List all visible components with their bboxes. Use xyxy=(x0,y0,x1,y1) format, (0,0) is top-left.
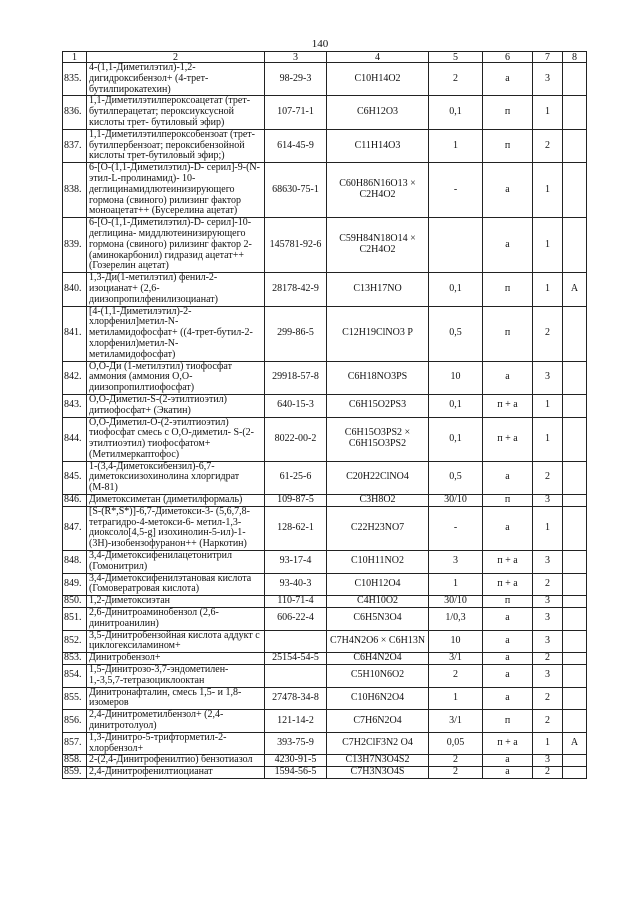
concentration-limit-cell xyxy=(429,218,483,273)
aggregate-state-cell: п + а xyxy=(483,394,533,417)
aggregate-state-cell: а xyxy=(483,687,533,710)
hazard-class-cell: 1 xyxy=(533,417,563,461)
formula-cell: C6H15O2PS3 xyxy=(327,394,429,417)
formula-cell: C6H5N3O4 xyxy=(327,608,429,631)
cas-number-cell: 93-40-3 xyxy=(265,573,327,596)
hazard-class-cell: 1 xyxy=(533,96,563,129)
column-header: 3 xyxy=(265,52,327,63)
row-number-cell: 843. xyxy=(63,394,87,417)
aggregate-state-cell: п xyxy=(483,273,533,306)
note-cell xyxy=(563,551,587,574)
formula-cell: C7H4N2O6 × C6H13N xyxy=(327,630,429,653)
column-header: 6 xyxy=(483,52,533,63)
formula-cell: C59H84N18O14 × C2H4O2 xyxy=(327,218,429,273)
row-number-cell: 841. xyxy=(63,306,87,361)
substance-name-cell: 1,1-Диметилэтилпероксоацетат (трет-бутилперацетат; пероксиуксусной кислоты трет- бутиловый эфир) xyxy=(87,96,265,129)
note-cell xyxy=(563,630,587,653)
cas-number-cell: 145781-92-6 xyxy=(265,218,327,273)
aggregate-state-cell: а xyxy=(483,665,533,688)
table-row xyxy=(63,653,587,665)
note-cell xyxy=(563,306,587,361)
hazard-class-cell: 2 xyxy=(533,767,563,779)
concentration-limit-cell: 0,1 xyxy=(429,96,483,129)
table-row xyxy=(63,767,587,779)
formula-cell: C22H23NO7 xyxy=(327,506,429,550)
concentration-limit-cell: 0,05 xyxy=(429,732,483,755)
table-row xyxy=(63,755,587,767)
table-row xyxy=(63,461,587,494)
note-cell: А xyxy=(563,732,587,755)
substance-name-cell: O,O-Диметил-S-(2-этилтиоэтил) дитиофосфат+ (Экатин) xyxy=(87,394,265,417)
row-number-cell: 856. xyxy=(63,710,87,733)
cas-number-cell: 68630-75-1 xyxy=(265,163,327,218)
hazard-class-cell: 2 xyxy=(533,687,563,710)
row-number-cell: 839. xyxy=(63,218,87,273)
cas-number-cell: 299-86-5 xyxy=(265,306,327,361)
table-row xyxy=(63,306,587,361)
formula-cell: C10H14O2 xyxy=(327,63,429,96)
concentration-limit-cell: 0,5 xyxy=(429,306,483,361)
hazard-class-cell: 3 xyxy=(533,361,563,394)
note-cell xyxy=(563,653,587,665)
cas-number-cell xyxy=(265,665,327,688)
table-row xyxy=(63,129,587,162)
table-row xyxy=(63,417,587,461)
formula-cell: C6H4N2O4 xyxy=(327,653,429,665)
cas-number-cell: 640-15-3 xyxy=(265,394,327,417)
substance-name-cell: [4-(1,1-Диметилэтил)-2-хлорфенил]метил-N-метиламидофосфат+ ((4-трет-бутил-2-хлорфенил)метил-N-метиламидофосфат) xyxy=(87,306,265,361)
table-row xyxy=(63,63,587,96)
table-row xyxy=(63,394,587,417)
column-header: 5 xyxy=(429,52,483,63)
formula-cell: C60H86N16O13 × C2H4O2 xyxy=(327,163,429,218)
formula-cell: C13H17NO xyxy=(327,273,429,306)
table-row xyxy=(63,608,587,631)
substance-name-cell: 3,4-Диметоксифенилацетонитрил (Гомонитрил) xyxy=(87,551,265,574)
substance-name-cell: 2,4-Динитрометилбензол+ (2,4-динитротолуол) xyxy=(87,710,265,733)
note-cell xyxy=(563,361,587,394)
hazard-class-cell: 3 xyxy=(533,755,563,767)
aggregate-state-cell: п + а xyxy=(483,417,533,461)
hazard-class-cell: 3 xyxy=(533,630,563,653)
row-number-cell: 846. xyxy=(63,495,87,507)
substance-name-cell: 2-(2,4-Динитрофенилтио) бензотиазол xyxy=(87,755,265,767)
formula-cell: C13H7N3O4S2 xyxy=(327,755,429,767)
concentration-limit-cell: 10 xyxy=(429,361,483,394)
cas-number-cell: 614-45-9 xyxy=(265,129,327,162)
cas-number-cell: 27478-34-8 xyxy=(265,687,327,710)
concentration-limit-cell: - xyxy=(429,506,483,550)
substance-name-cell: Динитробензол+ xyxy=(87,653,265,665)
table-row xyxy=(63,687,587,710)
concentration-limit-cell: 0,1 xyxy=(429,273,483,306)
table-row xyxy=(63,710,587,733)
note-cell xyxy=(563,63,587,96)
aggregate-state-cell: а xyxy=(483,461,533,494)
note-cell xyxy=(563,506,587,550)
hazard-class-cell: 2 xyxy=(533,306,563,361)
hazard-class-cell: 3 xyxy=(533,495,563,507)
row-number-cell: 845. xyxy=(63,461,87,494)
hazard-class-cell: 2 xyxy=(533,129,563,162)
formula-cell: C6H18NO3PS xyxy=(327,361,429,394)
aggregate-state-cell: п xyxy=(483,129,533,162)
table-row xyxy=(63,163,587,218)
row-number-cell: 855. xyxy=(63,687,87,710)
table-row xyxy=(63,596,587,608)
aggregate-state-cell: а xyxy=(483,653,533,665)
formula-cell: C10H6N2O4 xyxy=(327,687,429,710)
substance-name-cell: 3,5-Динитробензойная кислота аддукт с циклогексиламином+ xyxy=(87,630,265,653)
note-cell xyxy=(563,665,587,688)
substance-name-cell: [S-(R*,S*)]-6,7-Диметокси-3- (5,6,7,8-тетрагидро-4-метокси-6- метил-1,3-диоксоло[4,5-g] изохинолин-5-ил)-1-(3Н)-изобензофуранон++ (Наркотин) xyxy=(87,506,265,550)
row-number-cell: 837. xyxy=(63,129,87,162)
formula-cell: C12H19ClNO3 P xyxy=(327,306,429,361)
substance-name-cell: 4-(1,1-Диметилэтил)-1,2-дигидроксибензол+ (4-трет-бутилпирокатехин) xyxy=(87,63,265,96)
substance-name-cell: 1,3-Динитро-5-трифторметил-2-хлорбензол+ xyxy=(87,732,265,755)
cas-number-cell: 128-62-1 xyxy=(265,506,327,550)
row-number-cell: 847. xyxy=(63,506,87,550)
table-row xyxy=(63,630,587,653)
concentration-limit-cell: 1 xyxy=(429,687,483,710)
note-cell xyxy=(563,218,587,273)
note-cell xyxy=(563,710,587,733)
aggregate-state-cell: а xyxy=(483,506,533,550)
cas-number-cell: 393-75-9 xyxy=(265,732,327,755)
row-number-cell: 851. xyxy=(63,608,87,631)
hazard-class-cell: 2 xyxy=(533,710,563,733)
concentration-limit-cell: 30/10 xyxy=(429,495,483,507)
row-number-cell: 848. xyxy=(63,551,87,574)
table-row xyxy=(63,573,587,596)
formula-cell: C4H10O2 xyxy=(327,596,429,608)
concentration-limit-cell: 10 xyxy=(429,630,483,653)
cas-number-cell: 93-17-4 xyxy=(265,551,327,574)
formula-cell: C7H2ClF3N2 O4 xyxy=(327,732,429,755)
substances-table xyxy=(62,51,587,779)
row-number-cell: 852. xyxy=(63,630,87,653)
hazard-class-cell: 2 xyxy=(533,461,563,494)
aggregate-state-cell: п + а xyxy=(483,551,533,574)
cas-number-cell: 110-71-4 xyxy=(265,596,327,608)
formula-cell: C6H15O3PS2 × C6H15O3PS2 xyxy=(327,417,429,461)
hazard-class-cell: 3 xyxy=(533,665,563,688)
concentration-limit-cell: 1 xyxy=(429,573,483,596)
row-number-cell: 844. xyxy=(63,417,87,461)
row-number-cell: 850. xyxy=(63,596,87,608)
hazard-class-cell: 1 xyxy=(533,394,563,417)
row-number-cell: 858. xyxy=(63,755,87,767)
concentration-limit-cell: 0,5 xyxy=(429,461,483,494)
concentration-limit-cell: 30/10 xyxy=(429,596,483,608)
hazard-class-cell: 1 xyxy=(533,218,563,273)
formula-cell: C3H8O2 xyxy=(327,495,429,507)
cas-number-cell: 25154-54-5 xyxy=(265,653,327,665)
aggregate-state-cell: п xyxy=(483,596,533,608)
substance-name-cell: 6-[O-(1,1-Диметилэтил)-D- серил]-9-(N-этил-L-пролинамид)- 10-деглицинамидлютеинизирующего гормона (свиного) рилизинг фактор моноацетат++ (Бусерелина ацетат) xyxy=(87,163,265,218)
aggregate-state-cell: а xyxy=(483,163,533,218)
table-row xyxy=(63,96,587,129)
concentration-limit-cell: 2 xyxy=(429,767,483,779)
page-number: 140 xyxy=(311,38,329,50)
table-body xyxy=(63,63,587,779)
note-cell xyxy=(563,596,587,608)
aggregate-state-cell: а xyxy=(483,361,533,394)
aggregate-state-cell: а xyxy=(483,608,533,631)
cas-number-cell: 8022-00-2 xyxy=(265,417,327,461)
hazard-class-cell: 3 xyxy=(533,596,563,608)
aggregate-state-cell: а xyxy=(483,630,533,653)
formula-cell: C20H22ClNO4 xyxy=(327,461,429,494)
row-number-cell: 854. xyxy=(63,665,87,688)
substance-name-cell: O,O-Диметил-O-(2-этилтиоэтил) тиофосфат смесь с O,O-диметил- S-(2-этилтиоэтил) тиофосфатом+ (Метилмеркаптофос) xyxy=(87,417,265,461)
formula-cell: C7H3N3O4S xyxy=(327,767,429,779)
aggregate-state-cell: а xyxy=(483,63,533,96)
substance-name-cell: 1,5-Динитрозо-3,7-эндометилен- 1,-3,5,7-тетразоциклооктан xyxy=(87,665,265,688)
row-number-cell: 857. xyxy=(63,732,87,755)
concentration-limit-cell: - xyxy=(429,163,483,218)
note-cell xyxy=(563,495,587,507)
note-cell xyxy=(563,608,587,631)
concentration-limit-cell: 3/1 xyxy=(429,710,483,733)
row-number-cell: 853. xyxy=(63,653,87,665)
substance-name-cell: Диметоксиметан (диметилформаль) xyxy=(87,495,265,507)
note-cell xyxy=(563,163,587,218)
aggregate-state-cell: п xyxy=(483,710,533,733)
aggregate-state-cell: а xyxy=(483,755,533,767)
note-cell xyxy=(563,755,587,767)
hazard-class-cell: 1 xyxy=(533,506,563,550)
cas-number-cell: 109-87-5 xyxy=(265,495,327,507)
concentration-limit-cell: 1 xyxy=(429,129,483,162)
table-row xyxy=(63,273,587,306)
hazard-class-cell: 2 xyxy=(533,573,563,596)
substance-name-cell: 1,1-Диметилэтилпероксобензоат (трет-бутилпербензоат; пероксибензойной кислоты трет-бутиловый эфир;) xyxy=(87,129,265,162)
cas-number-cell: 1594-56-5 xyxy=(265,767,327,779)
formula-cell: C5H10N6O2 xyxy=(327,665,429,688)
formula-cell: C10H12O4 xyxy=(327,573,429,596)
table-row xyxy=(63,495,587,507)
row-number-cell: 842. xyxy=(63,361,87,394)
concentration-limit-cell: 3/1 xyxy=(429,653,483,665)
note-cell xyxy=(563,687,587,710)
note-cell xyxy=(563,129,587,162)
note-cell xyxy=(563,96,587,129)
table-row xyxy=(63,665,587,688)
hazard-class-cell: 1 xyxy=(533,732,563,755)
row-number-cell: 859. xyxy=(63,767,87,779)
row-number-cell: 849. xyxy=(63,573,87,596)
column-header: 1 xyxy=(63,52,87,63)
table-row xyxy=(63,551,587,574)
concentration-limit-cell: 1/0,3 xyxy=(429,608,483,631)
substance-name-cell: O,O-Ди (1-метилэтил) тиофосфат аммония (аммония O,O-диизопропилтиофосфат) xyxy=(87,361,265,394)
row-number-cell: 840. xyxy=(63,273,87,306)
hazard-class-cell: 3 xyxy=(533,551,563,574)
cas-number-cell: 121-14-2 xyxy=(265,710,327,733)
aggregate-state-cell: п xyxy=(483,495,533,507)
concentration-limit-cell: 0,1 xyxy=(429,417,483,461)
column-header: 2 xyxy=(87,52,265,63)
substance-name-cell: 3,4-Диметоксифенилэтановая кислота (Гомовератровая кислота) xyxy=(87,573,265,596)
aggregate-state-cell: п xyxy=(483,96,533,129)
cas-number-cell: 61-25-6 xyxy=(265,461,327,494)
cas-number-cell: 28178-42-9 xyxy=(265,273,327,306)
cas-number-cell: 606-22-4 xyxy=(265,608,327,631)
aggregate-state-cell: п xyxy=(483,306,533,361)
cas-number-cell xyxy=(265,630,327,653)
note-cell xyxy=(563,767,587,779)
substance-name-cell: 6-[O-(1,1-Диметилэтил)-D- серил]-10-деглицина- миддлютеинизирующего гормона (свиного) рилизинг фактор 2-(аминокарбонил) гидразид ацетат++ (Гозерелин ацетат) xyxy=(87,218,265,273)
hazard-class-cell: 3 xyxy=(533,63,563,96)
concentration-limit-cell: 2 xyxy=(429,755,483,767)
cas-number-cell: 98-29-3 xyxy=(265,63,327,96)
note-cell xyxy=(563,461,587,494)
table-row xyxy=(63,506,587,550)
substance-name-cell: 2,4-Динитрофенилтиоцианат xyxy=(87,767,265,779)
concentration-limit-cell: 0,1 xyxy=(429,394,483,417)
column-header: 8 xyxy=(563,52,587,63)
table-row xyxy=(63,218,587,273)
row-number-cell: 835. xyxy=(63,63,87,96)
formula-cell: C6H12O3 xyxy=(327,96,429,129)
hazard-class-cell: 2 xyxy=(533,653,563,665)
formula-cell: C7H6N2O4 xyxy=(327,710,429,733)
column-header: 4 xyxy=(327,52,429,63)
cas-number-cell: 29918-57-8 xyxy=(265,361,327,394)
aggregate-state-cell: а xyxy=(483,767,533,779)
note-cell xyxy=(563,394,587,417)
aggregate-state-cell: п + а xyxy=(483,732,533,755)
aggregate-state-cell: п + а xyxy=(483,573,533,596)
table-row xyxy=(63,361,587,394)
hazard-class-cell: 1 xyxy=(533,273,563,306)
substance-name-cell: 1-(3,4-Диметоксибензил)-6,7-диметоксиизохинолина хлоргидрат (М-81) xyxy=(87,461,265,494)
substance-name-cell: Динитронафталин, смесь 1,5- и 1,8-изомеров xyxy=(87,687,265,710)
cas-number-cell: 4230-91-5 xyxy=(265,755,327,767)
row-number-cell: 838. xyxy=(63,163,87,218)
substance-name-cell: 1,3-Ди(1-метилэтил) фенил-2-изоцианат+ (2,6-диизопропилфенилизоцианат) xyxy=(87,273,265,306)
substance-name-cell: 2,6-Динитроаминобензол (2,6-динитроанилин) xyxy=(87,608,265,631)
aggregate-state-cell: а xyxy=(483,218,533,273)
row-number-cell: 836. xyxy=(63,96,87,129)
concentration-limit-cell: 3 xyxy=(429,551,483,574)
hazard-class-cell: 3 xyxy=(533,608,563,631)
cas-number-cell: 107-71-1 xyxy=(265,96,327,129)
formula-cell: C10H11NO2 xyxy=(327,551,429,574)
column-number-row xyxy=(63,52,587,63)
hazard-class-cell: 1 xyxy=(533,163,563,218)
note-cell xyxy=(563,573,587,596)
concentration-limit-cell: 2 xyxy=(429,63,483,96)
concentration-limit-cell: 2 xyxy=(429,665,483,688)
table-row xyxy=(63,732,587,755)
note-cell: А xyxy=(563,273,587,306)
substance-name-cell: 1,2-Диметоксиэтан xyxy=(87,596,265,608)
column-header: 7 xyxy=(533,52,563,63)
formula-cell: C11H14O3 xyxy=(327,129,429,162)
note-cell xyxy=(563,417,587,461)
